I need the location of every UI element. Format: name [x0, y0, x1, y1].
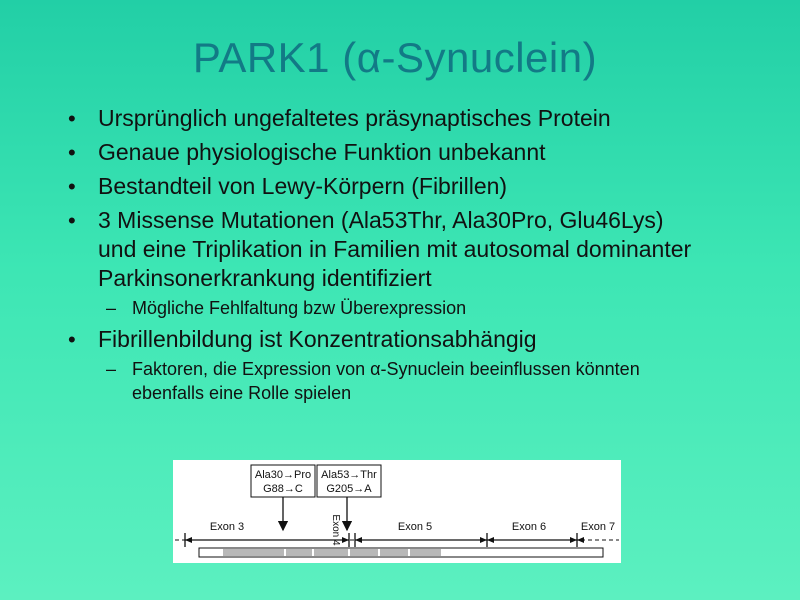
mutation-box-ala53thr [317, 465, 381, 497]
bullet-text: 3 Missense Mutationen (Ala53Thr, Ala30Pro, Glu46Lys) und eine Triplikation in Familien mit autosomal dominanter Parkinsonerkrankung identifiziert [98, 207, 692, 291]
bullet-marker: • [68, 208, 76, 233]
bullet-text: Bestandteil von Lewy-Körpern (Fibrillen) [98, 173, 508, 199]
mutation-box-ala30pro [251, 465, 315, 497]
bullet-item [68, 138, 708, 167]
mutation1-dna: G88→C [263, 483, 303, 495]
gene-structure-figure [173, 460, 621, 563]
bullet-marker: • [68, 174, 76, 199]
mutation2-dna: G205→A [326, 483, 372, 495]
exon4-label: Exon 4 [330, 514, 341, 546]
bullet-item [68, 325, 708, 405]
mutation1-protein: Ala30→Pro [254, 469, 312, 481]
exon6-label: Exon 6 [511, 521, 547, 533]
exon7-label: Exon 7 [580, 521, 616, 533]
bullet-text: Genaue physiologische Funktion unbekannt [98, 139, 546, 165]
bullet-marker: • [68, 327, 76, 352]
bullet-text: Fibrillenbildung ist Konzentrationsabhängig [98, 326, 537, 352]
exon3-label: Exon 3 [209, 521, 245, 533]
sub-bullet [68, 296, 708, 320]
bullet-text: Ursprünglich ungefaltetes präsynaptisches Protein [98, 105, 611, 131]
sub-bullet-marker: – [106, 298, 117, 318]
bullet-list [68, 104, 708, 410]
sub-bullet [68, 357, 708, 405]
exon5-label: Exon 5 [397, 521, 433, 533]
sub-bullet-text: Faktoren, die Expression von α-Synuclein beeinflussen könnten ebenfalls eine Rolle spielen [132, 359, 640, 403]
slide-title: PARK1 (α-Synuclein) [192, 34, 598, 81]
bullet-item [68, 206, 708, 320]
bullet-marker: • [68, 106, 76, 131]
sub-bullet-text: Mögliche Fehlfaltung bzw Überexpression [132, 298, 467, 318]
gene-structure-diagram [173, 460, 621, 563]
bullet-item [68, 172, 708, 201]
sub-bullet-marker: – [106, 359, 117, 379]
mutation2-protein: Ala53→Thr [321, 469, 377, 481]
bullet-item [68, 104, 708, 133]
bullet-marker: • [68, 140, 76, 165]
